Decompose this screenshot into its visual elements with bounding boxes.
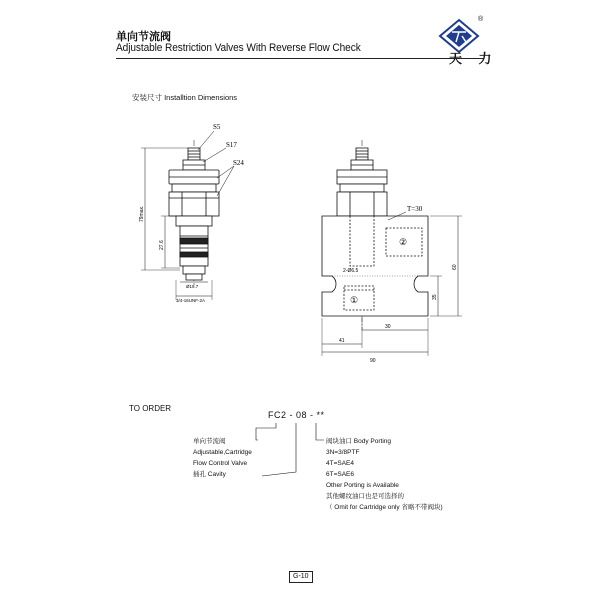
label-s24: S24 [233, 159, 244, 167]
order-left-line: 插孔 Cavity [193, 471, 226, 478]
logo-text: 天 力 [449, 52, 498, 67]
valve-body-view [322, 140, 462, 356]
label-height: 79max. [139, 205, 145, 222]
order-right-line: 阀块油口 Body Porting [326, 438, 392, 445]
title-chinese: 单向节流阀 [116, 31, 171, 43]
order-right-line: 3N=3/8PTF [326, 449, 360, 456]
order-left-line: Adjustable,Cartridge [193, 449, 252, 456]
order-title: TO ORDER [129, 404, 172, 413]
order-right-line: 其他螺纹油口也是可选择的 [326, 493, 404, 500]
label-t30: T=30 [407, 205, 423, 213]
title-english: Adjustable Restriction Valves With Reverse Flow Check [116, 42, 361, 54]
order-right-line: 4T=SAE4 [326, 460, 355, 467]
dim-90: 90 [370, 358, 376, 364]
order-left-description [193, 436, 252, 480]
logo-icon [440, 20, 478, 52]
order-right-line: Other Porting is Available [326, 482, 399, 489]
label-depth: 27.6 [159, 240, 165, 250]
order-left-line: Flow Control Valve [193, 460, 248, 467]
registered-mark: ® [478, 16, 484, 23]
order-right-description [326, 436, 443, 513]
label-thread: 3/4-16UNF-2A [176, 298, 206, 303]
port-1-marker: ① [350, 295, 359, 305]
label-s17: S17 [226, 141, 237, 149]
label-s5: S5 [213, 123, 221, 131]
order-right-line: 6T=SAE6 [326, 471, 355, 478]
dim-41: 41 [339, 338, 345, 344]
order-left-line: 单向节流阀 [193, 438, 226, 445]
dim-35: 35 [432, 294, 438, 300]
port-2-marker: ② [399, 237, 408, 247]
cartridge-side-view [141, 131, 234, 300]
dim-30: 30 [385, 324, 391, 330]
dim-60: 60 [452, 264, 458, 270]
order-code-leaders [256, 423, 324, 476]
label-diameter: Ø19.7 [186, 284, 199, 289]
label-hole: 2-Ø6.5 [343, 268, 359, 274]
order-code: FC2 - 08 - ** [268, 410, 325, 420]
order-right-line: （ Omit for Cartridge only 省略不带阀块) [326, 504, 443, 511]
page-number: G-10 [289, 571, 313, 583]
install-section-label: 安装尺寸 Installtion Dimensions [132, 93, 238, 102]
